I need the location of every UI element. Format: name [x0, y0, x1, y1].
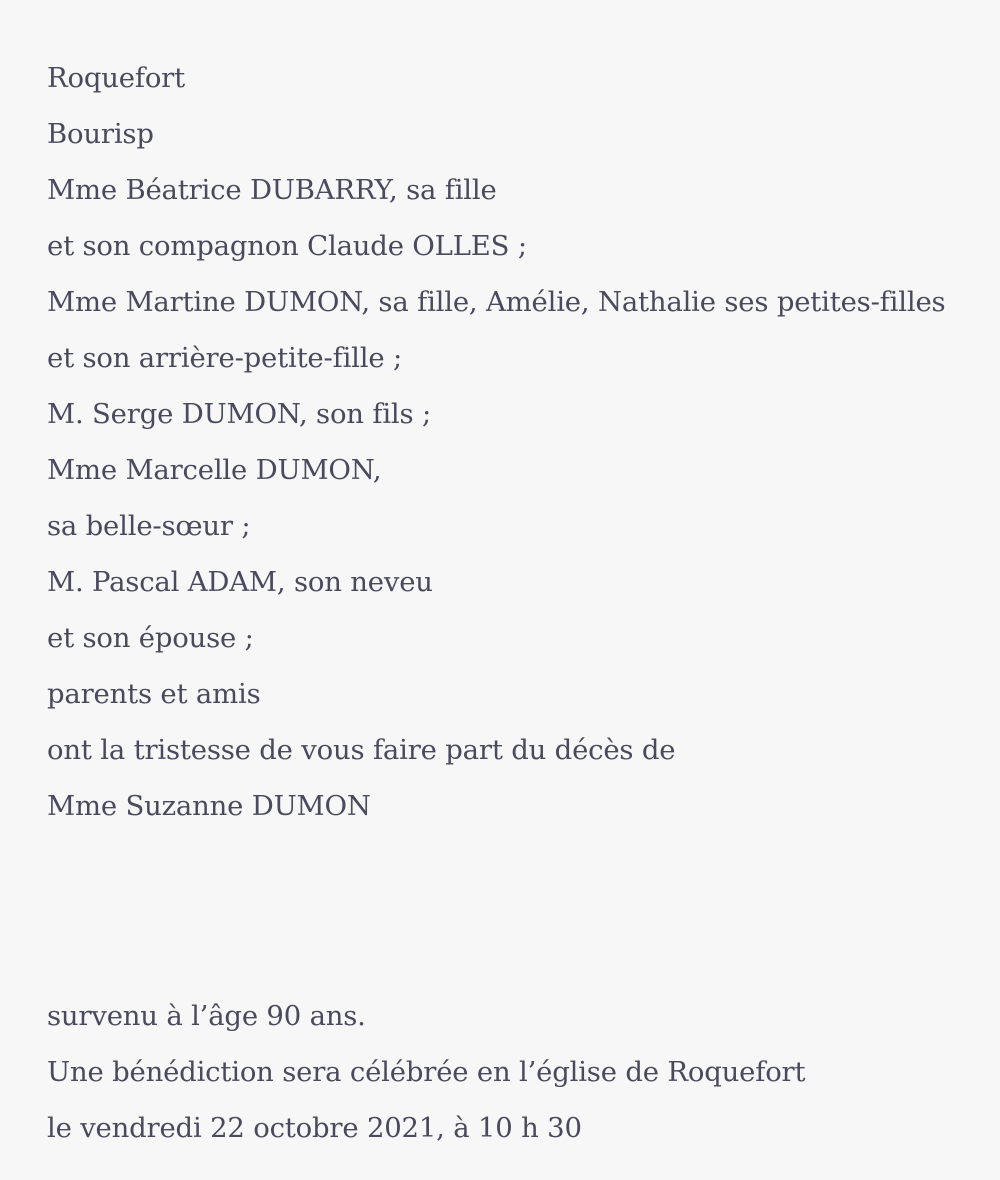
place-name: Bourisp	[47, 118, 154, 150]
deceased-name: Mme Suzanne DUMON	[47, 790, 371, 822]
ceremony-line: Une bénédiction sera célébrée en l’église de Roquefort	[47, 1056, 806, 1088]
family-member-line: parents et amis	[47, 678, 261, 710]
obituary-notice	[47, 50, 987, 1156]
family-member-line: M. Pascal ADAM, son neveu	[47, 566, 433, 598]
family-member-line: Mme Martine DUMON, sa fille, Amélie, Nathalie ses petites-filles	[47, 286, 946, 318]
ceremony-date: le vendredi 22 octobre 2021, à 10 h 30	[47, 1112, 582, 1144]
age-line: survenu à l’âge 90 ans.	[47, 1000, 366, 1032]
spacer	[47, 834, 987, 988]
announcement-line: ont la tristesse de vous faire part du décès de	[47, 734, 676, 766]
family-member-line: et son arrière-petite-fille ;	[47, 342, 403, 374]
family-member-line: M. Serge DUMON, son fils ;	[47, 398, 432, 430]
family-member-line: et son épouse ;	[47, 622, 254, 654]
family-member-line: Mme Béatrice DUBARRY, sa fille	[47, 174, 497, 206]
family-member-line: Mme Marcelle DUMON,	[47, 454, 382, 486]
family-member-line: sa belle-sœur ;	[47, 510, 251, 542]
family-member-line: et son compagnon Claude OLLES ;	[47, 230, 527, 262]
place-name: Roquefort	[47, 62, 185, 94]
